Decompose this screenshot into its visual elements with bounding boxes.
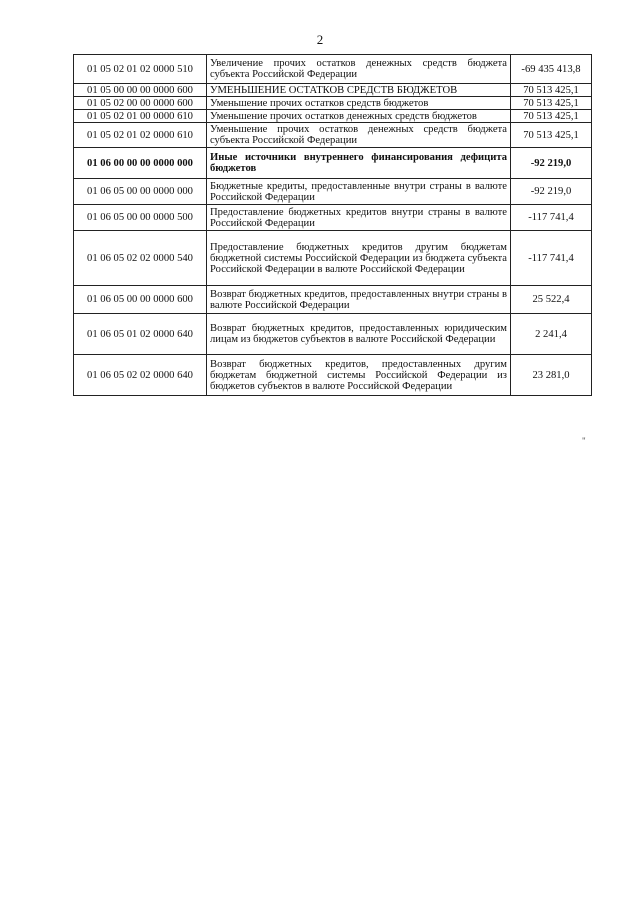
amount-cell: -69 435 413,8 (511, 55, 592, 84)
description-cell: Иные источники внутреннего финансирования дефицита бюджетов (207, 148, 511, 179)
budget-sources-table (73, 54, 592, 396)
amount-cell: -117 741,4 (511, 205, 592, 231)
table-row (74, 123, 592, 148)
amount-cell: 25 522,4 (511, 286, 592, 314)
table-row (74, 286, 592, 314)
amount-cell: 2 241,4 (511, 314, 592, 355)
description-cell: Возврат бюджетных кредитов, предоставленных юридическим лицам из бюджетов субъектов в валюте Российской Федерации (207, 314, 511, 355)
description-cell: Бюджетные кредиты, предоставленные внутри страны в валюте Российской Федерации (207, 179, 511, 205)
amount-cell: 70 513 425,1 (511, 110, 592, 123)
description-cell: Возврат бюджетных кредитов, предоставленных другим бюджетам бюджетной системы Российской Федерации из бюджетов субъектов в валюте Российской Федерации (207, 355, 511, 396)
table-row (74, 55, 592, 84)
page-number: 2 (316, 32, 324, 47)
budget-code-cell: 01 05 02 01 02 0000 610 (74, 123, 207, 148)
description-cell: УМЕНЬШЕНИЕ ОСТАТКОВ СРЕДСТВ БЮДЖЕТОВ (207, 84, 511, 97)
budget-code-cell: 01 06 05 00 00 0000 000 (74, 179, 207, 205)
table-row (74, 84, 592, 97)
budget-code-cell: 01 05 02 01 00 0000 610 (74, 110, 207, 123)
description-cell: Уменьшение прочих остатков денежных средств бюджетов (207, 110, 511, 123)
table-row-section-header (74, 148, 592, 179)
budget-code-cell: 01 06 05 02 02 0000 540 (74, 231, 207, 286)
table-row (74, 97, 592, 110)
budget-code-cell: 01 06 05 01 02 0000 640 (74, 314, 207, 355)
budget-code-cell: 01 06 05 00 00 0000 600 (74, 286, 207, 314)
table-row (74, 314, 592, 355)
budget-code-cell: 01 06 05 02 02 0000 640 (74, 355, 207, 396)
budget-code-cell: 01 06 05 00 00 0000 500 (74, 205, 207, 231)
table-row (74, 179, 592, 205)
amount-cell: -92 219,0 (511, 148, 592, 179)
amount-cell: 70 513 425,1 (511, 123, 592, 148)
amount-cell: -92 219,0 (511, 179, 592, 205)
amount-cell: 70 513 425,1 (511, 84, 592, 97)
description-cell: Уменьшение прочих остатков денежных средств бюджета субъекта Российской Федерации (207, 123, 511, 148)
table-body (74, 55, 592, 396)
description-cell: Возврат бюджетных кредитов, предоставленных внутри страны в валюте Российской Федерации (207, 286, 511, 314)
budget-code-cell: 01 05 02 01 02 0000 510 (74, 55, 207, 84)
amount-cell: 70 513 425,1 (511, 97, 592, 110)
table-row (74, 355, 592, 396)
table-row (74, 110, 592, 123)
description-cell: Предоставление бюджетных кредитов внутри страны в валюте Российской Федерации (207, 205, 511, 231)
table-row (74, 205, 592, 231)
table-row (74, 231, 592, 286)
description-cell: Увеличение прочих остатков денежных средств бюджета субъекта Российской Федерации (207, 55, 511, 84)
amount-cell: -117 741,4 (511, 231, 592, 286)
budget-code-cell: 01 05 00 00 00 0000 600 (74, 84, 207, 97)
amount-cell: 23 281,0 (511, 355, 592, 396)
description-cell: Уменьшение прочих остатков средств бюджетов (207, 97, 511, 110)
description-cell: Предоставление бюджетных кредитов другим бюджетам бюджетной системы Российской Федерации из бюджета субъекта Российской Федерации в валюте Российской Федерации (207, 231, 511, 286)
closing-quote-mark: " (582, 436, 586, 446)
budget-code-cell: 01 05 02 00 00 0000 600 (74, 97, 207, 110)
budget-code-cell: 01 06 00 00 00 0000 000 (74, 148, 207, 179)
